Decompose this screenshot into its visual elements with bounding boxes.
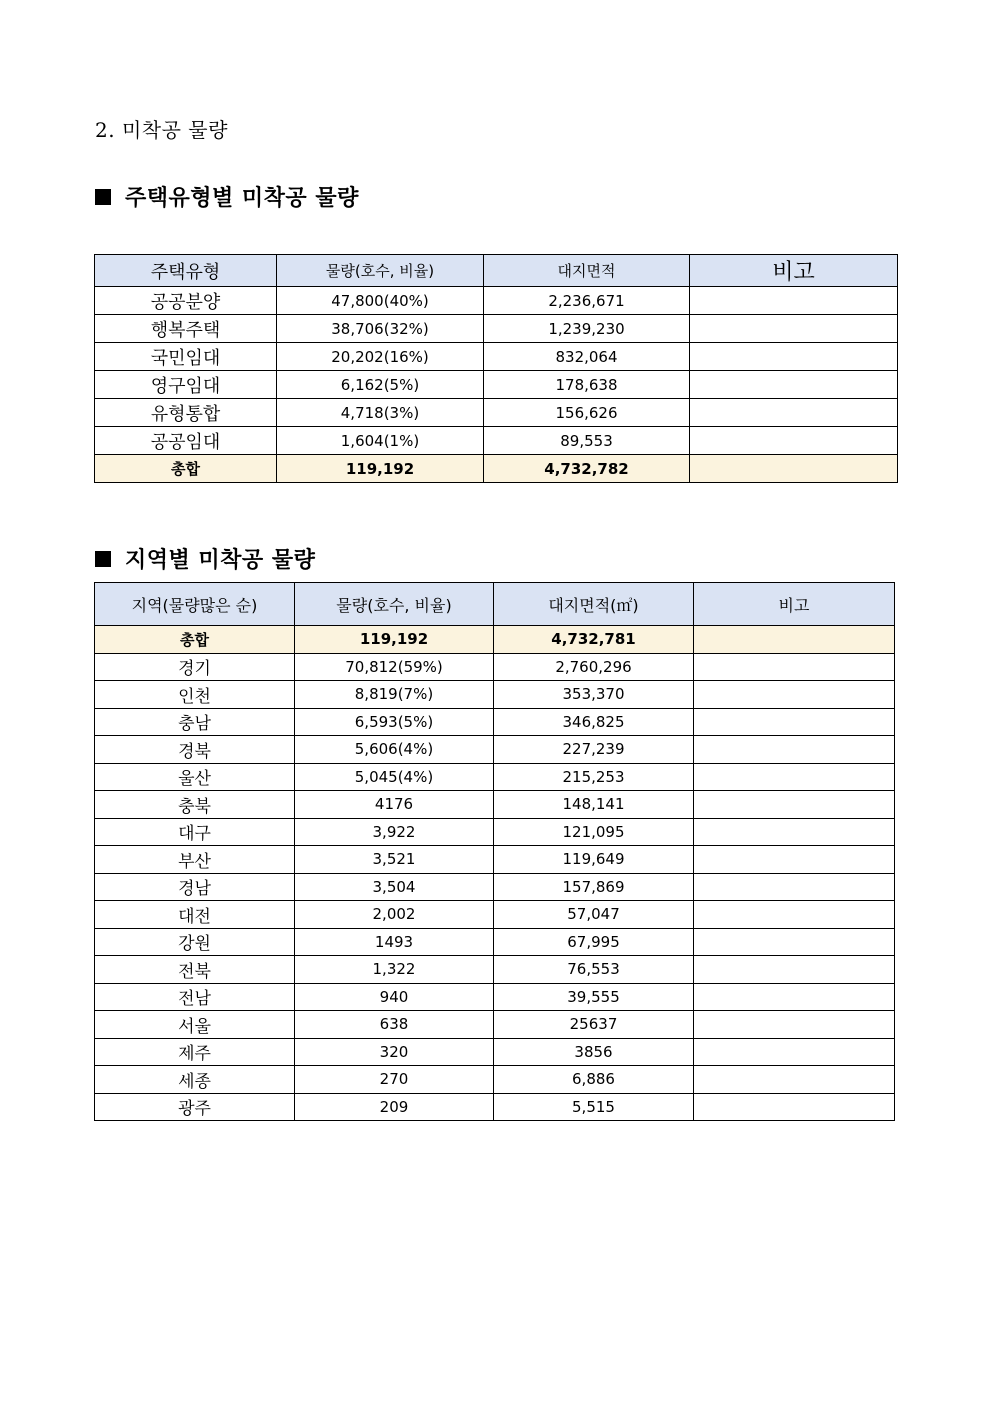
cell-volume: 4176	[295, 791, 494, 819]
cell-volume: 638	[295, 1011, 494, 1039]
cell-label: 대구	[95, 818, 295, 846]
cell-note	[694, 1093, 895, 1121]
cell-label: 충북	[95, 791, 295, 819]
table-header-row	[95, 583, 895, 626]
section-title-text: 지역별 미착공 물량	[125, 548, 316, 573]
cell-volume: 20,202(16%)	[277, 343, 484, 371]
cell-label: 인천	[95, 681, 295, 709]
cell-volume: 940	[295, 983, 494, 1011]
cell-note	[694, 818, 895, 846]
table-row	[95, 873, 895, 901]
header-volume: 물량(호수, 비율)	[277, 255, 484, 287]
cell-land-area: 76,553	[494, 956, 694, 984]
cell-volume: 3,521	[295, 846, 494, 874]
cell-note	[694, 1011, 895, 1039]
total-row	[95, 455, 898, 483]
region-table	[94, 582, 895, 1121]
cell-note	[690, 455, 898, 483]
cell-label: 전북	[95, 956, 295, 984]
table-row	[95, 956, 895, 984]
cell-note	[694, 873, 895, 901]
cell-label: 광주	[95, 1093, 295, 1121]
table-row	[95, 736, 895, 764]
cell-land-area: 2,236,671	[484, 287, 690, 315]
table-row	[95, 791, 895, 819]
cell-volume: 1,322	[295, 956, 494, 984]
cell-label: 영구임대	[95, 371, 277, 399]
table-row	[95, 287, 898, 315]
cell-volume: 3,504	[295, 873, 494, 901]
cell-volume: 119,192	[295, 626, 494, 654]
cell-note	[694, 736, 895, 764]
cell-land-area: 157,869	[494, 873, 694, 901]
cell-note	[694, 983, 895, 1011]
header-housing-type: 주택유형	[95, 255, 277, 287]
cell-volume: 3,922	[295, 818, 494, 846]
cell-volume: 2,002	[295, 901, 494, 929]
section-title-housing-type	[95, 181, 359, 212]
table-header-row	[95, 255, 898, 287]
table-row	[95, 653, 895, 681]
cell-volume: 8,819(7%)	[295, 681, 494, 709]
cell-land-area: 148,141	[494, 791, 694, 819]
cell-volume: 119,192	[277, 455, 484, 483]
cell-volume: 38,706(32%)	[277, 315, 484, 343]
table-row	[95, 681, 895, 709]
cell-land-area: 215,253	[494, 763, 694, 791]
cell-volume: 5,606(4%)	[295, 736, 494, 764]
cell-land-area: 346,825	[494, 708, 694, 736]
cell-land-area: 3856	[494, 1038, 694, 1066]
header-note: 비고	[694, 583, 895, 626]
table-row	[95, 1093, 895, 1121]
cell-land-area: 832,064	[484, 343, 690, 371]
cell-label: 국민임대	[95, 343, 277, 371]
cell-land-area: 4,732,781	[494, 626, 694, 654]
cell-label: 부산	[95, 846, 295, 874]
cell-land-area: 39,555	[494, 983, 694, 1011]
total-row	[95, 626, 895, 654]
table-row	[95, 901, 895, 929]
cell-label: 대전	[95, 901, 295, 929]
cell-volume: 320	[295, 1038, 494, 1066]
cell-note	[690, 287, 898, 315]
cell-note	[690, 343, 898, 371]
cell-land-area: 67,995	[494, 928, 694, 956]
section-title-region	[95, 543, 315, 574]
cell-land-area: 5,515	[494, 1093, 694, 1121]
header-volume: 물량(호수, 비율)	[295, 583, 494, 626]
cell-label: 공공분양	[95, 287, 277, 315]
cell-land-area: 1,239,230	[484, 315, 690, 343]
cell-volume: 6,593(5%)	[295, 708, 494, 736]
cell-label: 울산	[95, 763, 295, 791]
cell-land-area: 89,553	[484, 427, 690, 455]
section-title-text: 주택유형별 미착공 물량	[125, 186, 359, 211]
cell-label: 경북	[95, 736, 295, 764]
table-row	[95, 846, 895, 874]
cell-note	[694, 681, 895, 709]
table-row	[95, 983, 895, 1011]
table-row	[95, 371, 898, 399]
cell-label: 총합	[95, 626, 295, 654]
cell-volume: 6,162(5%)	[277, 371, 484, 399]
cell-label: 강원	[95, 928, 295, 956]
cell-volume: 1,604(1%)	[277, 427, 484, 455]
cell-label: 충남	[95, 708, 295, 736]
cell-volume: 5,045(4%)	[295, 763, 494, 791]
cell-note	[694, 708, 895, 736]
cell-label: 전남	[95, 983, 295, 1011]
header-land-area: 대지면적	[484, 255, 690, 287]
table-row	[95, 427, 898, 455]
table-row	[95, 343, 898, 371]
cell-land-area: 6,886	[494, 1066, 694, 1094]
cell-land-area: 121,095	[494, 818, 694, 846]
header-note: 비고	[690, 255, 898, 287]
table-row	[95, 708, 895, 736]
cell-note	[694, 901, 895, 929]
header-land-area: 대지면적(㎡)	[494, 583, 694, 626]
table-row	[95, 315, 898, 343]
cell-land-area: 2,760,296	[494, 653, 694, 681]
cell-note	[694, 791, 895, 819]
cell-label: 공공임대	[95, 427, 277, 455]
cell-label: 세종	[95, 1066, 295, 1094]
cell-volume: 4,718(3%)	[277, 399, 484, 427]
cell-label: 유형통합	[95, 399, 277, 427]
cell-land-area: 353,370	[494, 681, 694, 709]
table-row	[95, 1011, 895, 1039]
cell-note	[694, 928, 895, 956]
cell-label: 행복주택	[95, 315, 277, 343]
cell-land-area: 156,626	[484, 399, 690, 427]
cell-volume: 1493	[295, 928, 494, 956]
table-row	[95, 818, 895, 846]
cell-label: 경남	[95, 873, 295, 901]
cell-volume: 209	[295, 1093, 494, 1121]
cell-land-area: 119,649	[494, 846, 694, 874]
cell-note	[694, 956, 895, 984]
cell-label: 서울	[95, 1011, 295, 1039]
cell-land-area: 4,732,782	[484, 455, 690, 483]
cell-volume: 270	[295, 1066, 494, 1094]
cell-note	[694, 626, 895, 654]
header-region: 지역(물량많은 순)	[95, 583, 295, 626]
cell-note	[690, 315, 898, 343]
cell-land-area: 25637	[494, 1011, 694, 1039]
cell-note	[694, 763, 895, 791]
table-row	[95, 1066, 895, 1094]
cell-land-area: 57,047	[494, 901, 694, 929]
cell-volume: 70,812(59%)	[295, 653, 494, 681]
cell-note	[694, 846, 895, 874]
table-row	[95, 928, 895, 956]
cell-note	[690, 427, 898, 455]
cell-note	[694, 653, 895, 681]
cell-label: 총합	[95, 455, 277, 483]
cell-note	[694, 1066, 895, 1094]
black-square-icon	[95, 551, 111, 567]
table-row	[95, 1038, 895, 1066]
cell-label: 경기	[95, 653, 295, 681]
table-row	[95, 399, 898, 427]
page-heading: 2. 미착공 물량	[95, 118, 228, 142]
cell-note	[690, 399, 898, 427]
table-row	[95, 763, 895, 791]
housing-type-table	[94, 254, 898, 483]
cell-land-area: 227,239	[494, 736, 694, 764]
cell-note	[690, 371, 898, 399]
cell-land-area: 178,638	[484, 371, 690, 399]
cell-note	[694, 1038, 895, 1066]
cell-volume: 47,800(40%)	[277, 287, 484, 315]
black-square-icon	[95, 189, 111, 205]
cell-label: 제주	[95, 1038, 295, 1066]
